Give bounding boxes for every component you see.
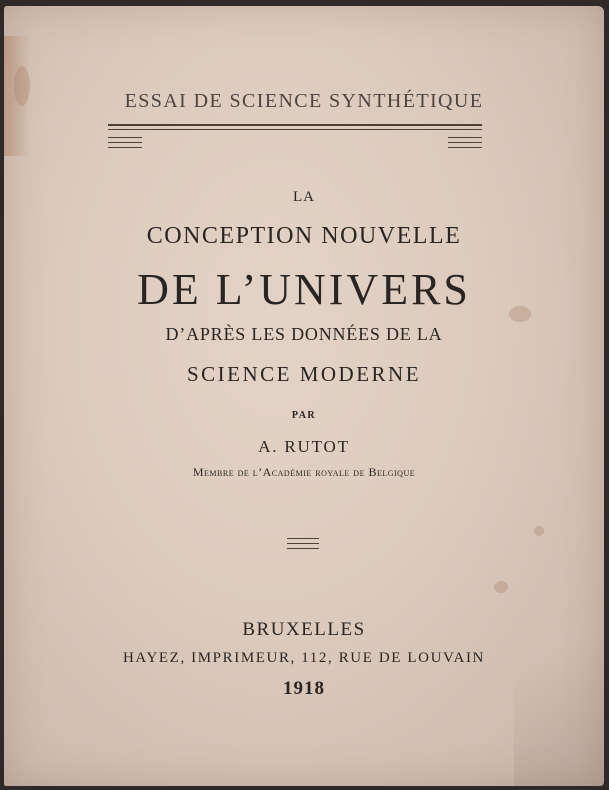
printer: HAYEZ, IMPRIMEUR, 112, RUE DE LOUVAIN [123,650,485,666]
author-affiliation: Membre de l’Académie royale de Belgique [192,465,416,479]
rule [108,147,142,148]
publication-city: BRUXELLES [242,619,366,640]
ornament-rule [287,538,319,539]
foxing-spot [494,581,508,593]
rule [108,124,482,126]
rule [108,137,142,138]
book-cover [4,6,604,786]
by-label: PAR [291,410,317,421]
publication-year: 1918 [283,678,325,699]
rule [448,147,482,148]
title-article: LA [293,189,315,205]
title-line-1: CONCEPTION NOUVELLE [146,223,462,249]
author-name: A. RUTOT [258,437,350,456]
subtitle-line-1: D’APRÈS LES DONNÉES DE LA [165,324,443,344]
ornament-rule [287,543,319,544]
series-title: ESSAI DE SCIENCE SYNTHÉTIQUE [124,90,484,112]
rule [448,142,482,143]
edge-wear [514,566,604,786]
ornament-rule [287,548,319,549]
rule [108,142,142,143]
rule [448,137,482,138]
subtitle-line-2: SCIENCE MODERNE [186,362,422,386]
rule [108,129,482,130]
title-main: DE L’UNIVERS [137,265,471,314]
foxing-spot [534,526,544,536]
